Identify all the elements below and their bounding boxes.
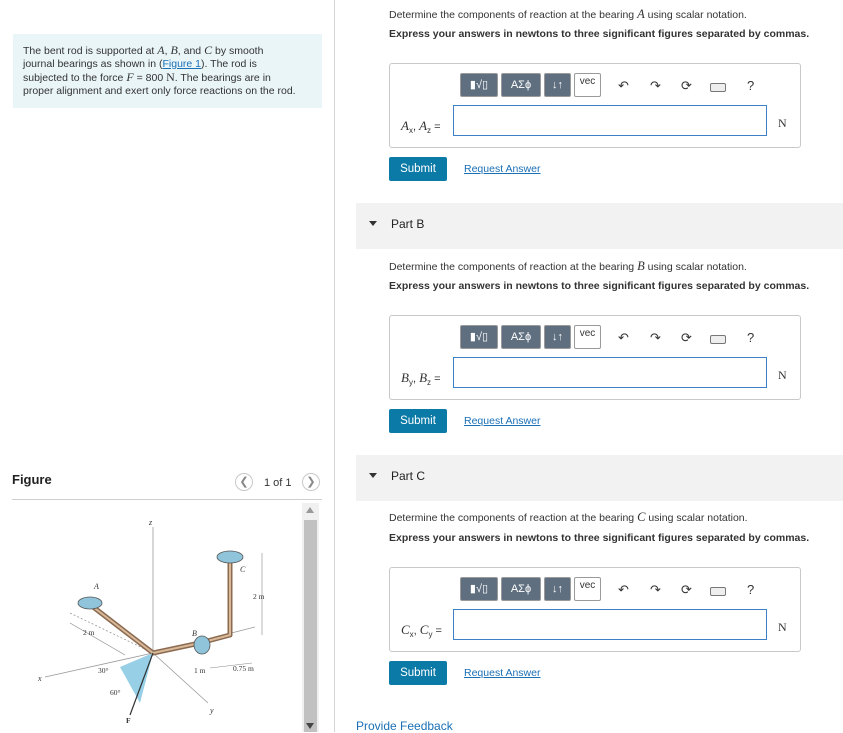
bearing-c (217, 551, 243, 563)
greek-button[interactable] (501, 325, 541, 349)
greek-button[interactable] (501, 577, 541, 601)
part-c-unit: N (778, 620, 787, 634)
label-c: C (240, 565, 246, 574)
label-var: B (419, 370, 428, 385)
label-sub: x (408, 126, 413, 136)
fraction-sqrt-button[interactable] (460, 325, 498, 349)
var-c: C (637, 510, 646, 524)
reset-icon[interactable]: ⟳ (681, 582, 692, 597)
problem-text: , and (177, 45, 205, 57)
part-a-question (389, 7, 747, 22)
label-30deg: 30° (98, 666, 109, 675)
problem-text: by smooth (212, 45, 264, 57)
problem-text: = 800 (133, 72, 167, 84)
figure-divider (12, 499, 322, 500)
part-b-answer-label (401, 370, 441, 387)
arrows-button[interactable] (544, 325, 571, 349)
undo-icon[interactable]: ↶ (618, 78, 629, 93)
vec-button[interactable] (574, 73, 601, 97)
bent-rod (88, 560, 230, 653)
figure-scrollbar-thumb[interactable] (304, 520, 317, 732)
templates-icon: ▮√▯ (469, 79, 489, 91)
arrows-button[interactable] (544, 577, 571, 601)
label-a: A (94, 582, 99, 591)
label-x: x (38, 674, 42, 683)
greek-icon: ΑΣϕ (510, 583, 532, 595)
reset-icon[interactable]: ⟳ (681, 78, 692, 93)
label-eq: = (431, 121, 441, 133)
part-b-answer-input[interactable] (453, 357, 767, 388)
force-plane (120, 653, 153, 703)
var-a: A (637, 7, 645, 21)
reset-icon[interactable]: ⟳ (681, 330, 692, 345)
arrows-button[interactable] (544, 73, 571, 97)
problem-text: The bent rod is supported at (23, 45, 158, 57)
vec-button[interactable] (574, 577, 601, 601)
var-a: A (157, 43, 165, 57)
chevron-right-icon: ❯ (306, 476, 316, 488)
problem-text: proper alignment and exert only force reactions on the rod. (23, 85, 296, 97)
question-text: using scalar notation. (644, 261, 747, 273)
label-f: F (126, 716, 131, 725)
redo-icon[interactable]: ↷ (650, 582, 661, 597)
greek-icon: ΑΣϕ (510, 331, 532, 343)
var-b: B (170, 43, 178, 57)
unit-n: N (166, 70, 175, 84)
part-a-request-answer-link[interactable]: Request Answer (464, 163, 541, 175)
problem-statement (13, 34, 322, 108)
arrows-icon: ↓↑ (552, 583, 563, 595)
part-b-answer-box (389, 315, 801, 400)
help-icon[interactable]: ? (747, 582, 755, 597)
undo-icon[interactable]: ↶ (618, 582, 629, 597)
problem-text: ). The rod is (201, 58, 257, 70)
label-sep: , (413, 625, 420, 637)
part-c-instruction: Express your answers in newtons to three significant figures separated by commas. (389, 532, 810, 544)
question-text: Determine the components of reaction at the bearing (389, 261, 638, 273)
label-y: y (210, 706, 214, 715)
question-text: Determine the components of reaction at the bearing (389, 512, 638, 524)
label-var: A (419, 118, 428, 133)
part-b-instruction: Express your answers in newtons to three significant figures separated by commas. (389, 280, 810, 292)
var-f: F (126, 70, 134, 84)
figure-pager-text: 1 of 1 (264, 477, 292, 489)
label-sub: y (408, 378, 413, 388)
label-sep: , (412, 373, 420, 385)
label-2m-right: 2 m (253, 592, 265, 601)
keyboard-icon[interactable] (710, 587, 726, 596)
label-075m: 0.75 m (233, 664, 254, 673)
arrows-icon: ↓↑ (552, 331, 563, 343)
part-c-question (389, 510, 748, 525)
y-axis (153, 653, 208, 703)
fraction-sqrt-button[interactable] (460, 577, 498, 601)
question-text: using scalar notation. (645, 512, 748, 524)
part-b-unit: N (778, 368, 787, 382)
vec-icon: vec (579, 328, 596, 339)
label-var: C (401, 622, 410, 637)
var-c: C (204, 43, 213, 57)
label-var: B (401, 370, 409, 385)
part-c-answer-box (389, 567, 801, 652)
label-sub: z (427, 378, 432, 388)
provide-feedback-link[interactable]: Provide Feedback (356, 719, 453, 733)
bearing-b (194, 636, 210, 654)
greek-icon: ΑΣϕ (510, 79, 532, 91)
keyboard-icon[interactable] (710, 83, 726, 92)
part-c-request-answer-link[interactable]: Request Answer (464, 667, 541, 679)
part-b-request-answer-link[interactable]: Request Answer (464, 415, 541, 427)
part-a-answer-label (401, 118, 441, 135)
figure-prev-button[interactable] (235, 473, 253, 491)
templates-icon: ▮√▯ (469, 331, 489, 343)
column-divider (334, 0, 335, 732)
part-c-header[interactable] (356, 455, 843, 501)
label-sep: , (412, 121, 420, 133)
scroll-down-icon[interactable] (306, 723, 314, 729)
arrows-icon: ↓↑ (552, 79, 563, 91)
part-a-unit: N (778, 116, 787, 130)
label-var: A (401, 118, 409, 133)
help-icon[interactable]: ? (747, 330, 755, 345)
problem-text: , (164, 45, 171, 57)
fraction-sqrt-button[interactable] (460, 73, 498, 97)
label-eq: = (431, 373, 441, 385)
var-b: B (637, 259, 645, 273)
part-a-submit-button[interactable]: Submit (389, 157, 447, 181)
redo-icon[interactable]: ↷ (650, 330, 661, 345)
question-text: using scalar notation. (644, 9, 747, 21)
label-b: B (192, 629, 197, 638)
label-1m: 1 m (194, 666, 206, 675)
chevron-left-icon: ❮ (239, 476, 249, 488)
label-var: C (419, 622, 429, 637)
part-b-header[interactable] (356, 203, 843, 249)
part-b-submit-button[interactable]: Submit (389, 409, 447, 433)
question-text: Determine the components of reaction at the bearing (389, 9, 638, 21)
part-a-instruction: Express your answers in newtons to three significant figures separated by commas. (389, 28, 810, 40)
help-icon[interactable]: ? (747, 78, 755, 93)
label-2m-left: 2 m (83, 628, 95, 637)
figure-title: Figure (12, 472, 52, 487)
problem-text: journal bearings as shown in ( (23, 58, 163, 70)
caret-down-icon (369, 221, 377, 226)
figure-next-button[interactable] (302, 473, 320, 491)
label-60deg: 60° (110, 688, 121, 697)
keyboard-icon[interactable] (710, 335, 726, 344)
part-b-question (389, 259, 747, 274)
label-sub: y (428, 630, 433, 640)
vec-icon: vec (579, 76, 596, 87)
redo-icon[interactable]: ↷ (650, 78, 661, 93)
part-a-answer-box (389, 63, 801, 148)
scroll-up-icon[interactable] (306, 507, 314, 513)
label-sub: x (409, 630, 414, 640)
undo-icon[interactable]: ↶ (618, 330, 629, 345)
part-c-title: Part C (391, 469, 426, 483)
templates-icon: ▮√▯ (469, 583, 489, 595)
part-b-title: Part B (391, 217, 425, 231)
problem-text: . The bearings are in (174, 72, 271, 84)
part-c-submit-button[interactable]: Submit (389, 661, 447, 685)
part-a-answer-input[interactable] (453, 105, 767, 136)
part-c-answer-input[interactable] (453, 609, 767, 640)
vec-icon: vec (579, 580, 596, 591)
caret-down-icon (369, 473, 377, 478)
part-c-answer-label (401, 622, 442, 639)
vec-button[interactable] (574, 325, 601, 349)
label-z: z (149, 518, 153, 527)
figure-diagram (30, 505, 300, 732)
label-eq: = (432, 625, 442, 637)
bearing-a (78, 597, 102, 609)
figure-link[interactable]: Figure 1 (162, 58, 202, 70)
problem-text: subjected to the force (23, 72, 127, 84)
label-sub: z (427, 126, 432, 136)
greek-button[interactable] (501, 73, 541, 97)
